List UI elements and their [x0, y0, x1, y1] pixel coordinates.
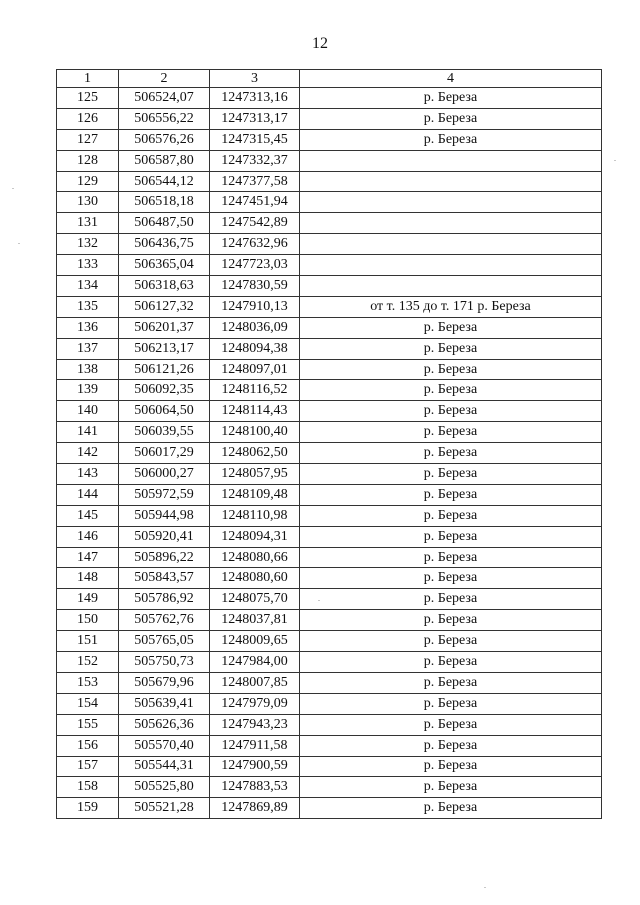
description-cell: р. Береза [300, 129, 602, 150]
x-coordinate-cell: 506518,18 [119, 192, 210, 213]
table-row [57, 777, 602, 798]
description-cell: р. Береза [300, 526, 602, 547]
y-coordinate-cell: 1247911,58 [210, 735, 300, 756]
description-cell: р. Береза [300, 756, 602, 777]
point-number-cell: 156 [57, 735, 119, 756]
y-coordinate-cell: 1248080,60 [210, 568, 300, 589]
point-number-cell: 127 [57, 129, 119, 150]
table-row [57, 171, 602, 192]
description-cell [300, 276, 602, 297]
table-row [57, 422, 602, 443]
point-number-cell: 133 [57, 255, 119, 276]
table-row [57, 380, 602, 401]
y-coordinate-cell: 1247377,58 [210, 171, 300, 192]
point-number-cell: 125 [57, 88, 119, 109]
scan-speck [318, 600, 320, 601]
table-row [57, 88, 602, 109]
x-coordinate-cell: 506127,32 [119, 296, 210, 317]
table-row [57, 192, 602, 213]
table-row [57, 735, 602, 756]
x-coordinate-cell: 505843,57 [119, 568, 210, 589]
description-cell: р. Береза [300, 464, 602, 485]
x-coordinate-cell: 506064,50 [119, 401, 210, 422]
x-coordinate-cell: 506436,75 [119, 234, 210, 255]
point-number-cell: 143 [57, 464, 119, 485]
y-coordinate-cell: 1248110,98 [210, 505, 300, 526]
description-cell [300, 171, 602, 192]
description-cell: р. Береза [300, 798, 602, 819]
x-coordinate-cell: 506556,22 [119, 108, 210, 129]
scan-speck [12, 188, 14, 189]
table-row [57, 464, 602, 485]
point-number-cell: 138 [57, 359, 119, 380]
y-coordinate-cell: 1248116,52 [210, 380, 300, 401]
table-row [57, 150, 602, 171]
table-row [57, 317, 602, 338]
table-row [57, 401, 602, 422]
y-coordinate-cell: 1247542,89 [210, 213, 300, 234]
y-coordinate-cell: 1247943,23 [210, 714, 300, 735]
header-col-1: 1 [57, 70, 119, 88]
x-coordinate-cell: 506201,37 [119, 317, 210, 338]
scan-speck [614, 160, 616, 161]
point-number-cell: 130 [57, 192, 119, 213]
table-row [57, 526, 602, 547]
y-coordinate-cell: 1248062,50 [210, 443, 300, 464]
table-row [57, 798, 602, 819]
y-coordinate-cell: 1247979,09 [210, 693, 300, 714]
coordinates-table [56, 69, 602, 819]
point-number-cell: 148 [57, 568, 119, 589]
x-coordinate-cell: 506213,17 [119, 338, 210, 359]
description-cell: р. Береза [300, 631, 602, 652]
point-number-cell: 141 [57, 422, 119, 443]
table-row [57, 693, 602, 714]
description-cell: р. Береза [300, 547, 602, 568]
x-coordinate-cell: 505765,05 [119, 631, 210, 652]
table-row [57, 234, 602, 255]
table-row [57, 610, 602, 631]
table-row [57, 568, 602, 589]
table-row [57, 484, 602, 505]
description-cell: р. Береза [300, 338, 602, 359]
point-number-cell: 150 [57, 610, 119, 631]
y-coordinate-cell: 1247313,16 [210, 88, 300, 109]
y-coordinate-cell: 1247869,89 [210, 798, 300, 819]
x-coordinate-cell: 505679,96 [119, 672, 210, 693]
x-coordinate-cell: 506000,27 [119, 464, 210, 485]
y-coordinate-cell: 1247723,03 [210, 255, 300, 276]
table-row [57, 631, 602, 652]
y-coordinate-cell: 1247830,59 [210, 276, 300, 297]
description-cell [300, 255, 602, 276]
point-number-cell: 145 [57, 505, 119, 526]
x-coordinate-cell: 506092,35 [119, 380, 210, 401]
point-number-cell: 136 [57, 317, 119, 338]
description-cell: р. Береза [300, 359, 602, 380]
y-coordinate-cell: 1248036,09 [210, 317, 300, 338]
description-cell [300, 150, 602, 171]
point-number-cell: 128 [57, 150, 119, 171]
table-row [57, 505, 602, 526]
y-coordinate-cell: 1248075,70 [210, 589, 300, 610]
point-number-cell: 140 [57, 401, 119, 422]
x-coordinate-cell: 505786,92 [119, 589, 210, 610]
y-coordinate-cell: 1247910,13 [210, 296, 300, 317]
point-number-cell: 142 [57, 443, 119, 464]
y-coordinate-cell: 1248007,85 [210, 672, 300, 693]
table-row [57, 672, 602, 693]
description-cell [300, 213, 602, 234]
point-number-cell: 139 [57, 380, 119, 401]
table-row [57, 652, 602, 673]
y-coordinate-cell: 1248100,40 [210, 422, 300, 443]
table-row [57, 443, 602, 464]
description-cell: р. Береза [300, 610, 602, 631]
point-number-cell: 151 [57, 631, 119, 652]
description-cell: р. Береза [300, 693, 602, 714]
table-row [57, 255, 602, 276]
x-coordinate-cell: 506121,26 [119, 359, 210, 380]
table-row [57, 589, 602, 610]
x-coordinate-cell: 505896,22 [119, 547, 210, 568]
x-coordinate-cell: 506039,55 [119, 422, 210, 443]
point-number-cell: 144 [57, 484, 119, 505]
point-number-cell: 132 [57, 234, 119, 255]
y-coordinate-cell: 1248080,66 [210, 547, 300, 568]
table-row [57, 338, 602, 359]
x-coordinate-cell: 505626,36 [119, 714, 210, 735]
description-cell: р. Береза [300, 777, 602, 798]
table-row [57, 296, 602, 317]
x-coordinate-cell: 506544,12 [119, 171, 210, 192]
description-cell: р. Береза [300, 735, 602, 756]
x-coordinate-cell: 505762,76 [119, 610, 210, 631]
point-number-cell: 153 [57, 672, 119, 693]
x-coordinate-cell: 505570,40 [119, 735, 210, 756]
y-coordinate-cell: 1248097,01 [210, 359, 300, 380]
description-cell: р. Береза [300, 505, 602, 526]
x-coordinate-cell: 506487,50 [119, 213, 210, 234]
x-coordinate-cell: 506365,04 [119, 255, 210, 276]
description-cell: р. Береза [300, 443, 602, 464]
table-row [57, 213, 602, 234]
x-coordinate-cell: 505750,73 [119, 652, 210, 673]
point-number-cell: 159 [57, 798, 119, 819]
x-coordinate-cell: 506524,07 [119, 88, 210, 109]
x-coordinate-cell: 505972,59 [119, 484, 210, 505]
x-coordinate-cell: 505639,41 [119, 693, 210, 714]
y-coordinate-cell: 1247984,00 [210, 652, 300, 673]
y-coordinate-cell: 1247883,53 [210, 777, 300, 798]
y-coordinate-cell: 1248109,48 [210, 484, 300, 505]
x-coordinate-cell: 506017,29 [119, 443, 210, 464]
y-coordinate-cell: 1248114,43 [210, 401, 300, 422]
x-coordinate-cell: 506576,26 [119, 129, 210, 150]
description-cell: р. Береза [300, 317, 602, 338]
y-coordinate-cell: 1247632,96 [210, 234, 300, 255]
description-cell: р. Береза [300, 589, 602, 610]
point-number-cell: 146 [57, 526, 119, 547]
point-number-cell: 157 [57, 756, 119, 777]
x-coordinate-cell: 505525,80 [119, 777, 210, 798]
y-coordinate-cell: 1248094,31 [210, 526, 300, 547]
point-number-cell: 149 [57, 589, 119, 610]
scan-speck [18, 243, 20, 244]
point-number-cell: 129 [57, 171, 119, 192]
table-row [57, 359, 602, 380]
table-row [57, 547, 602, 568]
table-row [57, 276, 602, 297]
description-cell: р. Береза [300, 672, 602, 693]
x-coordinate-cell: 506318,63 [119, 276, 210, 297]
description-cell: р. Береза [300, 380, 602, 401]
description-cell: р. Береза [300, 401, 602, 422]
y-coordinate-cell: 1248009,65 [210, 631, 300, 652]
description-cell: от т. 135 до т. 171 р. Береза [300, 296, 602, 317]
point-number-cell: 126 [57, 108, 119, 129]
description-cell: р. Береза [300, 108, 602, 129]
y-coordinate-cell: 1248057,95 [210, 464, 300, 485]
description-cell: р. Береза [300, 568, 602, 589]
description-cell [300, 234, 602, 255]
header-col-4: 4 [300, 70, 602, 88]
point-number-cell: 158 [57, 777, 119, 798]
header-col-2: 2 [119, 70, 210, 88]
point-number-cell: 155 [57, 714, 119, 735]
description-cell [300, 192, 602, 213]
table-header-row [57, 70, 602, 88]
x-coordinate-cell: 506587,80 [119, 150, 210, 171]
table-row [57, 756, 602, 777]
y-coordinate-cell: 1248094,38 [210, 338, 300, 359]
point-number-cell: 137 [57, 338, 119, 359]
table-row [57, 108, 602, 129]
description-cell: р. Береза [300, 652, 602, 673]
description-cell: р. Береза [300, 422, 602, 443]
y-coordinate-cell: 1247332,37 [210, 150, 300, 171]
y-coordinate-cell: 1247900,59 [210, 756, 300, 777]
table-row [57, 714, 602, 735]
table-row [57, 129, 602, 150]
page-number: 12 [312, 35, 328, 52]
x-coordinate-cell: 505920,41 [119, 526, 210, 547]
y-coordinate-cell: 1247315,45 [210, 129, 300, 150]
point-number-cell: 152 [57, 652, 119, 673]
point-number-cell: 147 [57, 547, 119, 568]
header-col-3: 3 [210, 70, 300, 88]
point-number-cell: 134 [57, 276, 119, 297]
point-number-cell: 135 [57, 296, 119, 317]
x-coordinate-cell: 505521,28 [119, 798, 210, 819]
x-coordinate-cell: 505944,98 [119, 505, 210, 526]
x-coordinate-cell: 505544,31 [119, 756, 210, 777]
y-coordinate-cell: 1247451,94 [210, 192, 300, 213]
description-cell: р. Береза [300, 88, 602, 109]
point-number-cell: 131 [57, 213, 119, 234]
point-number-cell: 154 [57, 693, 119, 714]
description-cell: р. Береза [300, 714, 602, 735]
table-body [57, 88, 602, 819]
y-coordinate-cell: 1247313,17 [210, 108, 300, 129]
y-coordinate-cell: 1248037,81 [210, 610, 300, 631]
description-cell: р. Береза [300, 484, 602, 505]
scan-speck [484, 887, 486, 888]
